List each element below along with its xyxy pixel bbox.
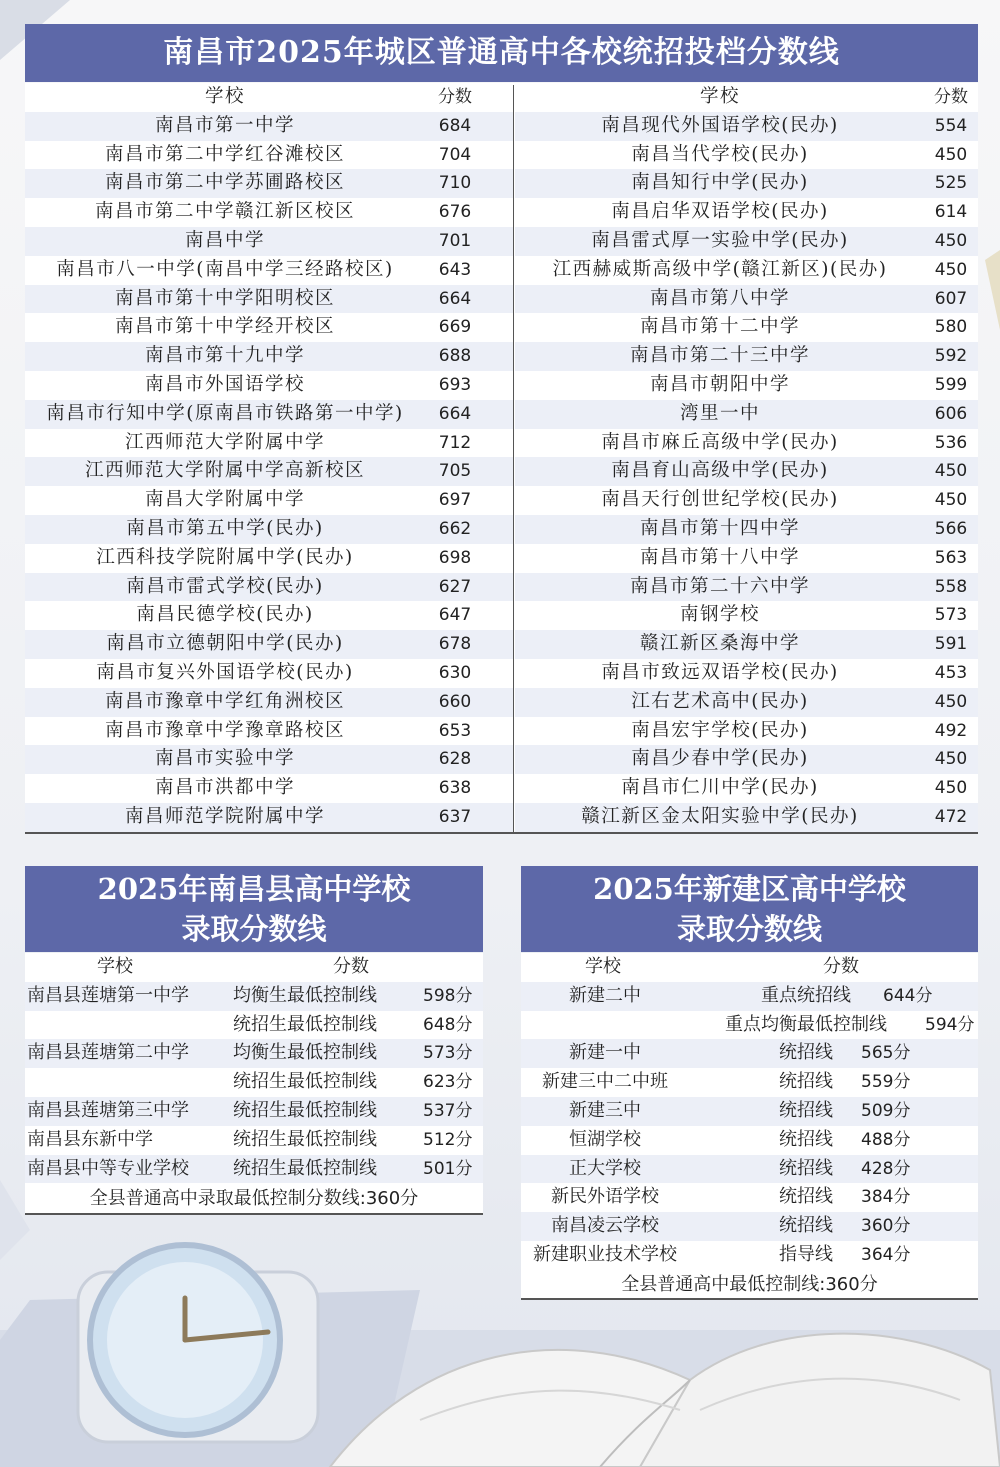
xinjian-table-title [521,866,978,952]
score-value: 644分 [883,985,933,1006]
table-row [25,630,513,659]
header-school: 学校 [97,956,133,977]
main-table-left-column [25,83,513,832]
school-name: 南昌市第十中学阳明校区 [114,287,335,309]
school-name: 南昌县莲塘第一中学 [27,984,189,1006]
table-row [515,400,978,429]
table-row [25,688,513,717]
table-row [515,112,978,141]
line-type: 统招线 [779,1042,833,1064]
header-score: 分数 [934,87,968,107]
table-bottom-rule [25,1213,483,1215]
school-name: 正大学校 [569,1157,641,1179]
table-row [25,457,513,486]
school-name: 江西师范大学附属中学 [124,431,325,453]
school-score: 628 [438,749,472,770]
table-row [25,227,513,256]
school-score: 698 [438,547,472,568]
score-value: 501分 [423,1158,473,1179]
table-row [25,313,513,342]
school-score: 573 [934,605,968,626]
school-score: 697 [438,490,472,511]
score-value: 360分 [861,1216,911,1237]
table-row [515,803,978,832]
table-row [515,688,978,717]
school-name: 南昌天行创世纪学校(民办) [601,489,839,511]
school-name: 南昌县莲塘第二中学 [27,1042,189,1064]
score-value: 512分 [423,1129,473,1150]
school-name: 南昌宏宇学校(民办) [631,719,809,741]
school-name: 江西赫威斯高级中学(赣江新区)(民办) [552,258,888,280]
table-row [25,1126,483,1155]
xinjian-title-line1: 2025年新建区高中学校 [593,872,906,906]
school-score: 525 [934,173,968,194]
school-score: 710 [438,173,472,194]
table-row [25,544,513,573]
school-name: 南昌现代外国语学校(民办) [601,114,839,136]
table-row [25,198,513,227]
school-name: 南昌县中等专业学校 [27,1157,189,1179]
school-name: 江西科技学院附属中学(民办) [96,546,354,568]
line-type: 重点均衡最低控制线 [725,1013,887,1035]
school-name: 南昌市致远双语学校(民办) [601,661,839,683]
county-footer-note: 全县普通高中录取最低控制分数线:360分 [89,1188,419,1209]
school-name: 新建职业技术学校 [533,1244,677,1265]
table-row [515,285,978,314]
score-value: 598分 [423,985,473,1006]
school-name: 湾里一中 [679,402,760,424]
table-row [25,169,513,198]
school-name: 南昌市实验中学 [154,748,295,770]
school-name: 南昌市第二中学红谷滩校区 [104,143,345,165]
county-title-line1: 2025年南昌县高中学校 [97,872,411,906]
line-type: 均衡生最低控制线 [233,984,377,1006]
school-score: 558 [934,576,968,597]
table-row [25,285,513,314]
table-row [515,371,978,400]
school-score: 688 [438,346,472,367]
school-score: 653 [438,720,472,741]
school-score: 678 [438,634,472,655]
score-value: 537分 [423,1101,473,1121]
line-type: 指导线 [779,1244,833,1265]
table-row [25,371,513,400]
line-type: 统招生最低控制线 [233,1157,377,1179]
school-score: 712 [438,432,472,453]
school-score: 599 [934,374,968,395]
school-score: 704 [438,144,472,165]
clock-icon [78,1245,318,1442]
table-row [25,982,483,1011]
table-row [515,573,978,602]
table-row [515,659,978,688]
school-name: 南昌市第十四中学 [639,517,800,539]
school-score: 614 [934,202,968,223]
line-type: 统招线 [779,1128,833,1150]
table-row [515,544,978,573]
table-row [515,141,978,170]
school-score: 669 [438,317,472,338]
table-row [25,486,513,515]
school-name: 南钢学校 [679,604,760,626]
header-score: 分数 [333,956,369,977]
school-name: 南昌少春中学(民办) [631,748,809,770]
table-row [25,573,513,602]
school-score: 693 [438,374,472,395]
school-score: 684 [438,115,472,136]
school-score: 592 [934,346,968,367]
school-name: 南昌大学附属中学 [144,489,305,511]
school-name: 南昌市豫章中学红角洲校区 [104,690,345,712]
school-score: 660 [438,691,472,712]
header-school: 学校 [204,86,245,107]
table-row [521,1212,978,1241]
table-header [25,83,513,112]
school-score: 450 [934,749,968,770]
table-bottom-rule [521,1298,978,1300]
school-name: 南昌知行中学(民办) [631,172,809,194]
school-name: 新建三中 [569,1100,641,1121]
school-name: 南昌中学 [184,229,265,251]
table-row [515,256,978,285]
table-row [515,198,978,227]
school-score: 450 [934,461,968,482]
table-row [521,1155,978,1184]
school-name: 南昌师范学院附属中学 [124,805,325,827]
county-title-line2: 录取分数线 [181,912,327,946]
school-score: 643 [438,259,472,280]
table-row [521,1183,978,1212]
school-score: 664 [438,288,472,309]
table-row [25,803,513,832]
table-row [515,457,978,486]
school-score: 450 [934,691,968,712]
score-value: 623分 [423,1072,473,1093]
school-name: 南昌市第二中学赣江新区校区 [94,201,355,223]
table-row [521,1039,978,1068]
school-name: 南昌市麻丘高级中学(民办) [601,431,839,453]
table-bottom-rule [25,832,978,834]
paper-sheet-right [985,250,1000,330]
main-table-right-column [515,83,978,832]
school-name: 新建一中 [569,1042,641,1064]
school-score: 450 [934,230,968,251]
school-name: 南昌市立德朝阳中学(民办) [106,633,344,655]
school-name: 南昌市第八中学 [649,287,790,309]
main-score-table [25,83,978,833]
school-name: 南昌市朝阳中学 [649,373,790,395]
main-table-title: 南昌市2025年城区普通高中各校统招投档分数线 [25,24,978,82]
county-table-title [25,866,483,952]
table-row [25,1011,483,1040]
line-type: 统招线 [779,1157,833,1179]
school-name: 南昌市雷式学校(民办) [126,575,324,597]
table-row [25,342,513,371]
school-name: 新建三中二中班 [542,1071,668,1093]
line-type: 统招生最低控制线 [233,1013,377,1035]
school-score: 647 [438,605,472,626]
score-value: 509分 [861,1101,911,1121]
school-name: 江右艺术高中(民办) [631,690,809,712]
school-score: 701 [438,230,472,251]
score-value: 364分 [861,1245,911,1265]
school-score: 591 [934,634,968,655]
xinjian-footer-note: 全县普通高中最低控制线:360分 [621,1274,878,1295]
school-name: 南昌市仁川中学(民办) [621,777,819,799]
school-name: 南昌市洪都中学 [154,777,295,799]
school-score: 607 [934,288,968,309]
school-name: 南昌凌云学校 [551,1215,659,1237]
score-value: 559分 [861,1072,911,1093]
table-row [515,601,978,630]
table-row [521,982,978,1011]
school-score: 662 [438,518,472,539]
score-value: 384分 [861,1187,911,1208]
school-score: 630 [438,662,472,683]
school-score: 492 [934,720,968,741]
line-type: 统招生最低控制线 [233,1071,377,1093]
table-row [25,256,513,285]
school-score: 606 [934,403,968,424]
table-row [25,659,513,688]
table-row [515,630,978,659]
header-score: 分数 [438,87,472,107]
score-value: 648分 [423,1014,473,1035]
table-row [515,227,978,256]
table-row [521,1126,978,1155]
school-name: 新民外语学校 [551,1186,659,1208]
line-type: 统招线 [779,1186,833,1208]
line-type: 均衡生最低控制线 [233,1042,377,1064]
header-score: 分数 [823,956,859,977]
table-row [25,774,513,803]
table-header [25,953,483,982]
school-name: 南昌市第十九中学 [144,345,305,367]
school-name: 南昌市第十二中学 [639,316,800,338]
header-school: 学校 [585,956,621,977]
county-score-table [25,953,483,1215]
line-type: 重点统招线 [761,984,851,1006]
column-divider [513,85,514,833]
school-score: 472 [934,806,968,827]
school-score: 554 [934,115,968,136]
school-name: 南昌市第二中学苏圃路校区 [104,172,345,194]
table-header [515,83,978,112]
school-score: 664 [438,403,472,424]
school-name: 南昌市第二十三中学 [629,345,810,367]
line-type: 统招生最低控制线 [233,1100,377,1121]
table-row [25,1155,483,1184]
table-row [515,486,978,515]
school-score: 637 [438,806,472,827]
school-name: 南昌市复兴外国语学校(民办) [96,661,354,683]
school-name: 南昌市八一中学(南昌中学三经路校区) [56,258,394,280]
school-score: 705 [438,461,472,482]
line-type: 统招线 [779,1100,833,1121]
table-row [515,515,978,544]
score-value: 488分 [861,1129,911,1150]
school-score: 580 [934,317,968,338]
table-row [515,774,978,803]
table-row [25,1039,483,1068]
table-row [515,717,978,746]
xinjian-title-line2: 录取分数线 [676,912,822,946]
school-score: 627 [438,576,472,597]
school-name: 南昌雷式厚一实验中学(民办) [591,229,849,251]
score-value: 573分 [423,1043,473,1064]
table-header [521,953,978,982]
school-name: 南昌县莲塘第三中学 [27,1100,189,1121]
school-name: 南昌启华双语学校(民办) [611,201,829,223]
table-row [25,1097,483,1126]
school-score: 638 [438,778,472,799]
table-row [515,169,978,198]
school-name: 恒湖学校 [569,1128,641,1150]
school-score: 676 [438,202,472,223]
line-type: 统招线 [779,1215,833,1237]
school-name: 南昌市第二十六中学 [629,575,810,597]
school-score: 453 [934,662,968,683]
score-value: 594分 [925,1014,975,1035]
table-row [25,515,513,544]
school-name: 南昌当代学校(民办) [631,143,809,165]
table-row [25,112,513,141]
line-type: 统招生最低控制线 [233,1128,377,1150]
school-score: 536 [934,432,968,453]
school-name: 新建二中 [569,984,641,1006]
table-row [515,429,978,458]
school-score: 450 [934,144,968,165]
table-row [25,745,513,774]
table-row [515,745,978,774]
header-school: 学校 [699,86,740,107]
school-name: 南昌市第十八中学 [639,546,800,568]
school-name: 南昌市外国语学校 [144,373,305,395]
school-name: 南昌市行知中学(原南昌市铁路第一中学) [46,402,404,424]
table-row [25,400,513,429]
table-row [515,342,978,371]
xinjian-score-table [521,953,978,1298]
table-row [25,601,513,630]
table-row [521,1241,978,1270]
score-value: 428分 [861,1158,911,1179]
school-score: 450 [934,778,968,799]
school-score: 450 [934,490,968,511]
line-type: 统招线 [779,1071,833,1093]
table-row [25,429,513,458]
school-name: 南昌市第一中学 [154,114,295,136]
school-score: 563 [934,547,968,568]
school-name: 南昌县东新中学 [27,1128,153,1150]
school-name: 南昌市第五中学(民办) [126,517,324,539]
school-name: 南昌市豫章中学豫章路校区 [104,719,345,741]
school-name: 江西师范大学附属中学高新校区 [84,460,365,482]
school-score: 450 [934,259,968,280]
school-name: 赣江新区桑海中学 [639,633,800,655]
score-value: 565分 [861,1043,911,1064]
school-score: 566 [934,518,968,539]
table-row [521,1011,978,1040]
school-name: 南昌民德学校(民办) [136,604,314,626]
table-row [515,313,978,342]
table-row [25,141,513,170]
table-row [521,1068,978,1097]
table-row [25,1068,483,1097]
table-row [25,717,513,746]
school-name: 南昌育山高级中学(民办) [611,460,829,482]
school-name: 赣江新区金太阳实验中学(民办) [581,805,859,827]
table-row [521,1097,978,1126]
school-name: 南昌市第十中学经开校区 [114,316,335,338]
